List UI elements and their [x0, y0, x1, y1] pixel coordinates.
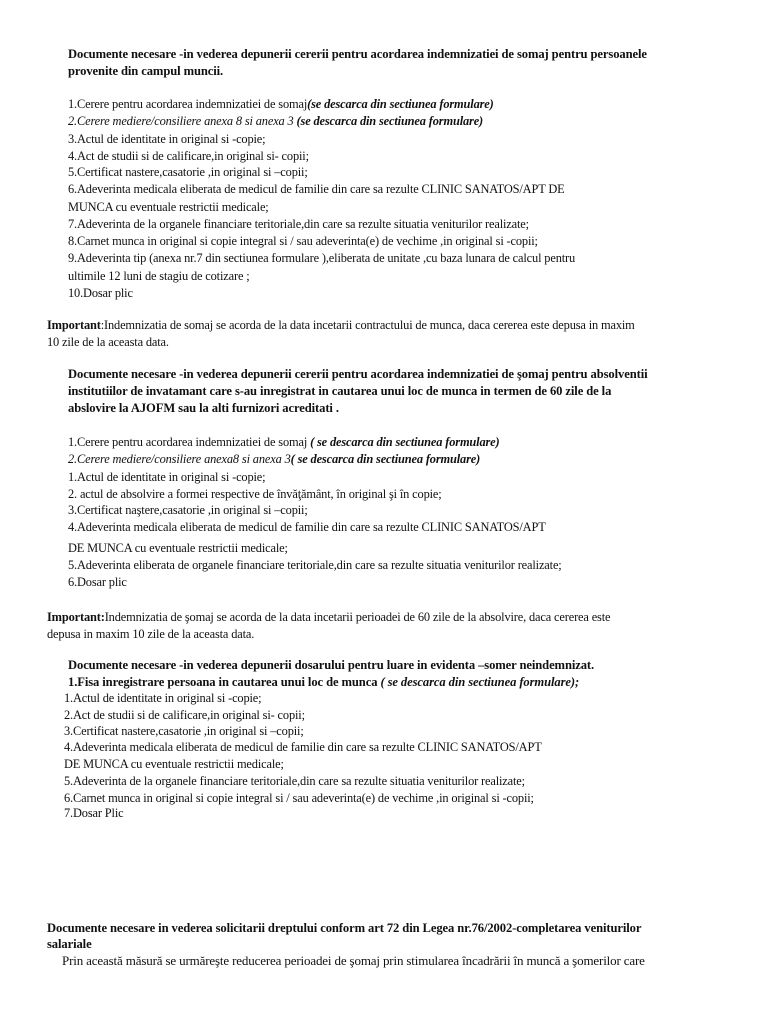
s3-doc-7: 7.Dosar Plic	[64, 806, 124, 820]
s2-doc-5: 5.Adeverinta eliberata de organele financiare teritoriale,din care sa rezulte situatia veniturilor realizate;	[68, 558, 562, 572]
s3-item-1	[68, 674, 579, 690]
s3-heading: Documente necesare -in vederea depunerii dosarului pentru luare in evidenta –somer neindemnizat.	[68, 658, 595, 672]
s4-heading-line-1: Documente necesare in vederea solicitarii dreptului conform art 72 din Legea nr.76/2002-completarea veniturilor	[47, 921, 642, 935]
s1-item-9: 9.Adeverinta tip (anexa nr.7 din sectiunea formulare ),eliberata de unitate ,cu baza lunara de calcul pentru	[68, 251, 576, 265]
s2-item-1-text: 1.Cerere pentru acordarea indemnizatiei de somaj	[68, 435, 311, 449]
s3-doc-4-cont: DE MUNCA cu eventuale restrictii medicale;	[64, 757, 284, 771]
s1-item-1-text: 1.Cerere pentru acordarea indemnizatiei de somaj	[68, 97, 308, 111]
s3-item-1-text: 1.Fisa inregistrare persoana in cautarea unui loc de munca	[68, 675, 378, 689]
s1-item-7: 7.Adeverinta de la organele financiare teritoriale,din care sa rezulte situatia veniturilor realizate;	[68, 217, 529, 231]
s3-doc-4: 4.Adeverinta medicala eliberata de medicul de familie din care sa rezulte CLINIC SANATOS/APT	[64, 740, 542, 754]
s3-doc-2: 2.Act de studii si de calificare,in original si- copii;	[64, 708, 305, 722]
s2-important	[47, 609, 610, 625]
s1-item-2	[68, 113, 483, 129]
s2-important-label: Important:	[47, 610, 105, 624]
s1-item-1-note: (se descarca din sectiunea formulare)	[307, 97, 494, 111]
s1-item-1	[68, 96, 494, 112]
s2-item-2	[68, 451, 480, 467]
s2-item-1-note: ( se descarca din sectiunea formulare)	[310, 435, 500, 449]
s4-heading-line-2: salariale	[47, 937, 92, 951]
s1-important	[47, 317, 635, 333]
s1-item-6: 6.Adeverinta medicala eliberata de medicul de familie din care sa rezulte CLINIC SANATOS/APT DE	[68, 182, 565, 196]
s3-doc-1: 1.Actul de identitate in original si -copie;	[64, 691, 262, 705]
s2-heading-line-2: institutiilor de invatamant care s-au inregistrat in cautarea unui loc de munca in termen de 60 zile de la	[68, 384, 612, 398]
s2-important-cont: depusa in maxim 10 zile de la aceasta data.	[47, 627, 255, 641]
s2-heading-line-1: Documente necesare -in vederea depunerii cererii pentru acordarea indemnizatiei de şomaj pentru absolventii	[68, 367, 648, 381]
s1-item-3: 3.Actul de identitate in original si -copie;	[68, 132, 266, 146]
s2-doc-6: 6.Dosar plic	[68, 575, 127, 589]
s2-doc-1: 1.Actul de identitate in original si -copie;	[68, 470, 266, 484]
s2-heading-line-3: abslovire la AJOFM sau la alti furnizori acreditati .	[68, 401, 339, 415]
s1-item-5: 5.Certificat nastere,casatorie ,in original si –copii;	[68, 165, 308, 179]
s4-body: Prin această măsură se urmăreşte reducerea perioadei de şomaj prin stimularea încadrării în muncă a şomerilor care	[62, 953, 645, 968]
s1-heading-line-2: provenite din campul muncii.	[68, 64, 224, 78]
s3-doc-5: 5.Adeverinta de la organele financiare teritoriale,din care sa rezulte situatia veniturilor realizate;	[64, 774, 525, 788]
s1-item-9-cont: ultimile 12 luni de stagiu de cotizare ;	[68, 269, 250, 283]
s1-important-cont: 10 zile de la aceasta data.	[47, 335, 169, 349]
s1-item-4: 4.Act de studii si de calificare,in original si- copii;	[68, 149, 309, 163]
s3-item-1-note: ( se descarca din sectiunea formulare);	[377, 675, 580, 689]
s3-doc-3: 3.Certificat nastere,casatorie ,in original si –copii;	[64, 724, 304, 738]
s2-doc-2: 2. actul de absolvire a formei respective de învăţământ, în original şi în copie;	[68, 487, 442, 501]
s1-important-label: Important	[47, 318, 101, 332]
s1-item-2-note: (se descarca din sectiunea formulare)	[293, 114, 484, 128]
s2-item-1	[68, 434, 500, 450]
s1-important-text: :Indemnizatia de somaj se acorda de la data incetarii contractului de munca, daca cererea este depusa in maxim	[100, 318, 635, 332]
s2-doc-4-cont: DE MUNCA cu eventuale restrictii medicale;	[68, 541, 288, 555]
s2-item-2-note: ( se descarca din sectiunea formulare)	[290, 452, 481, 466]
s1-item-8: 8.Carnet munca in original si copie integral si / sau adeverinta(e) de vechime ,in original si -copii;	[68, 234, 538, 248]
s1-item-10: 10.Dosar plic	[68, 286, 133, 300]
s2-doc-4: 4.Adeverinta medicala eliberata de medicul de familie din care sa rezulte CLINIC SANATOS/APT	[68, 520, 546, 534]
s1-item-2-text: 2.Cerere mediere/consiliere anexa 8 si anexa 3	[68, 114, 294, 128]
s1-item-6-cont: MUNCA cu eventuale restrictii medicale;	[68, 200, 269, 214]
s3-doc-6: 6.Carnet munca in original si copie integral si / sau adeverinta(e) de vechime ,in original si -copii;	[64, 791, 534, 805]
s2-important-text: Indemnizatia de şomaj se acorda de la data incetarii perioadei de 60 zile de la absolvire, daca cererea este	[104, 610, 611, 624]
s2-item-2-text: 2.Cerere mediere/consiliere anexa8 si anexa 3	[68, 452, 291, 466]
s2-doc-3: 3.Certificat naştere,casatorie ,in original si –copii;	[68, 503, 308, 517]
s1-heading-line-1: Documente necesare -in vederea depunerii cererii pentru acordarea indemnizatiei de somaj pentru persoanele	[68, 47, 647, 61]
